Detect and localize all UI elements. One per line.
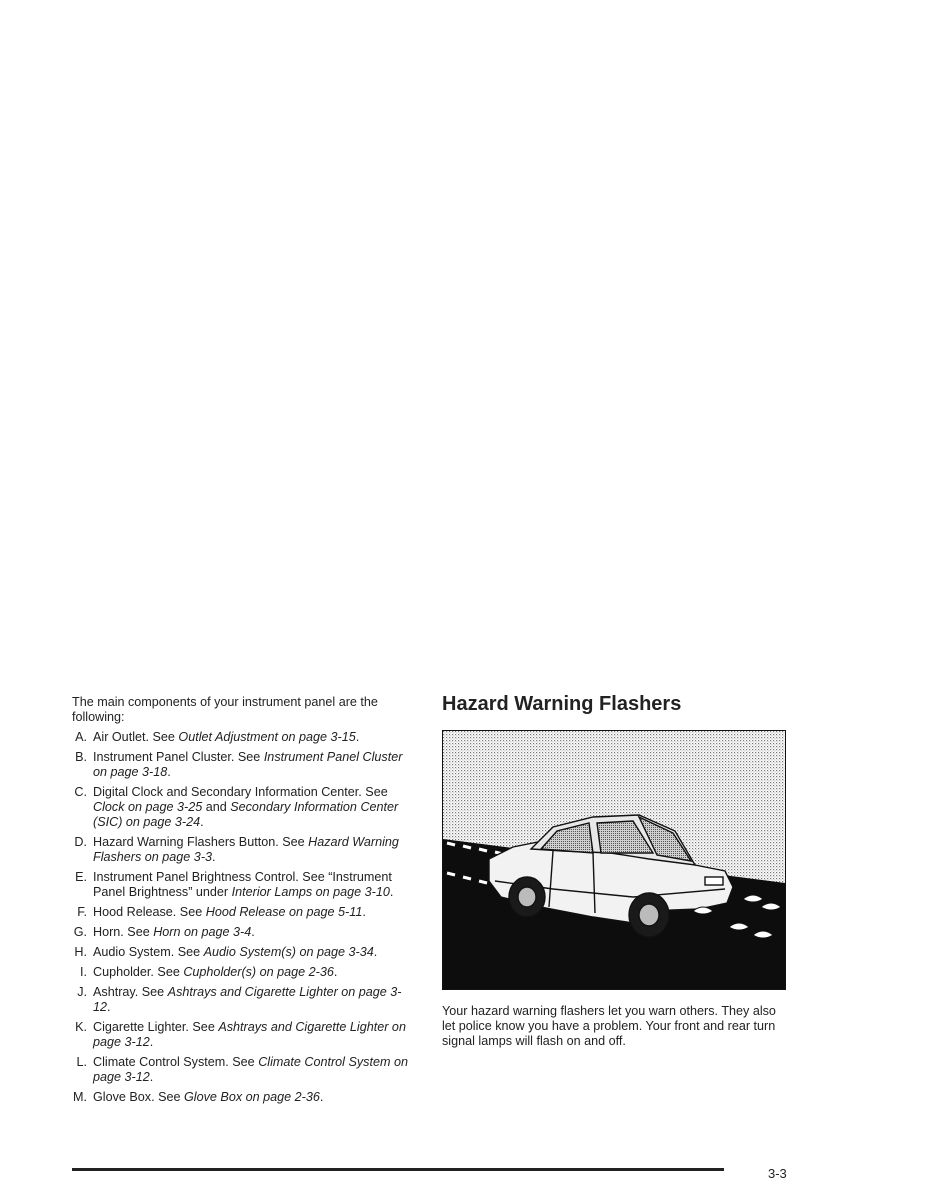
item-letter: B. <box>75 750 87 764</box>
item-letter: E. <box>75 870 87 884</box>
item-letter: A. <box>75 730 87 744</box>
section-heading: Hazard Warning Flashers <box>442 693 682 715</box>
punctuation: . <box>333 965 338 979</box>
cross-reference-link[interactable]: Cupholder(s) on page 2-36 <box>183 965 334 979</box>
item-text: Instrument Panel Brightness Control. See “Instrument Panel Brightness” under <box>93 870 392 899</box>
list-item <box>72 785 417 830</box>
list-item <box>72 905 417 920</box>
cross-reference-link[interactable]: Ashtrays and Cigarette Lighter on page 3-12 <box>93 985 402 1014</box>
cross-reference-link[interactable]: Hood Release on page 5-11 <box>205 905 363 919</box>
cross-reference-link[interactable]: Interior Lamps on page 3-10 <box>231 885 390 899</box>
punctuation: . <box>355 730 360 744</box>
item-text: Instrument Panel Cluster. See <box>93 750 264 764</box>
footer-rule <box>72 1168 724 1171</box>
list-item <box>72 1055 417 1085</box>
item-letter: L. <box>76 1055 87 1069</box>
item-text: Air Outlet. See <box>93 730 179 744</box>
punctuation: . <box>167 765 171 779</box>
cross-reference-link[interactable]: Secondary Information Center (SIC) on page 3-24 <box>93 800 399 829</box>
item-letter: H. <box>74 945 87 959</box>
punctuation: . <box>149 1070 154 1084</box>
punctuation: . <box>362 905 366 919</box>
item-letter: I. <box>80 965 87 979</box>
item-text: Cupholder. See <box>93 965 184 979</box>
intro-text: The main components of your instrument panel are the following: <box>72 695 378 724</box>
hazard-description: Your hazard warning flashers let you warn others. They also let police know you have a problem. Your front and rear turn signal lamps will flash on and off. <box>442 1004 776 1048</box>
item-text: Horn. See <box>93 925 154 939</box>
item-letter: J. <box>77 985 87 999</box>
components-column <box>72 695 417 1110</box>
punctuation: . <box>251 925 255 939</box>
item-letter: K. <box>75 1020 87 1034</box>
item-text: Hazard Warning Flashers Button. See <box>93 835 309 849</box>
cross-reference-link[interactable]: Audio System(s) on page 3-34 <box>203 945 374 959</box>
punctuation: . <box>149 1035 154 1049</box>
item-text: Hood Release. See <box>93 905 206 919</box>
list-item <box>72 750 417 780</box>
punctuation: . <box>212 850 216 864</box>
punctuation: . <box>319 1090 324 1104</box>
item-text: Audio System. See <box>93 945 204 959</box>
list-item <box>72 1020 417 1050</box>
hazard-section <box>442 692 792 1048</box>
item-text: Glove Box. See <box>93 1090 185 1104</box>
item-letter: M. <box>73 1090 87 1104</box>
cross-reference-link[interactable]: Ashtrays and Cigarette Lighter on page 3-12 <box>93 1020 406 1049</box>
item-letter: F. <box>77 905 87 919</box>
item-letter: D. <box>74 835 87 849</box>
item-text: Digital Clock and Secondary Information Center. See <box>93 785 388 799</box>
cross-reference-link[interactable]: Instrument Panel Cluster on page 3-18 <box>93 750 403 779</box>
punctuation: . <box>107 1000 111 1014</box>
cross-reference-link[interactable]: Hazard Warning Flashers on page 3-3 <box>93 835 399 864</box>
cross-reference-link[interactable]: Climate Control System on page 3-12 <box>93 1055 408 1084</box>
cross-reference-link[interactable]: Glove Box on page 2-36 <box>184 1090 320 1104</box>
punctuation: . <box>200 815 204 829</box>
components-list <box>72 730 417 1105</box>
item-text-mid: and <box>202 800 231 814</box>
item-letter: G. <box>73 925 87 939</box>
list-item <box>72 925 417 940</box>
item-text: Cigarette Lighter. See <box>93 1020 219 1034</box>
cross-reference-link[interactable]: Clock on page 3-25 <box>93 800 203 814</box>
item-letter: C. <box>74 785 87 799</box>
cross-reference-link[interactable]: Horn on page 3-4 <box>153 925 252 939</box>
list-item <box>72 730 417 745</box>
cross-reference-link[interactable]: Outlet Adjustment on page 3-15 <box>178 730 356 744</box>
list-item <box>72 985 417 1015</box>
list-item <box>72 870 417 900</box>
punctuation: . <box>373 945 378 959</box>
list-item <box>72 1090 417 1105</box>
punctuation: . <box>389 885 394 899</box>
car-with-hazard-flashers-illustration <box>442 730 786 990</box>
page-number: 3-3 <box>768 1166 787 1181</box>
list-item <box>72 965 417 980</box>
list-item <box>72 835 417 865</box>
item-text: Ashtray. See <box>93 985 168 999</box>
list-item <box>72 945 417 960</box>
item-text: Climate Control System. See <box>93 1055 259 1069</box>
